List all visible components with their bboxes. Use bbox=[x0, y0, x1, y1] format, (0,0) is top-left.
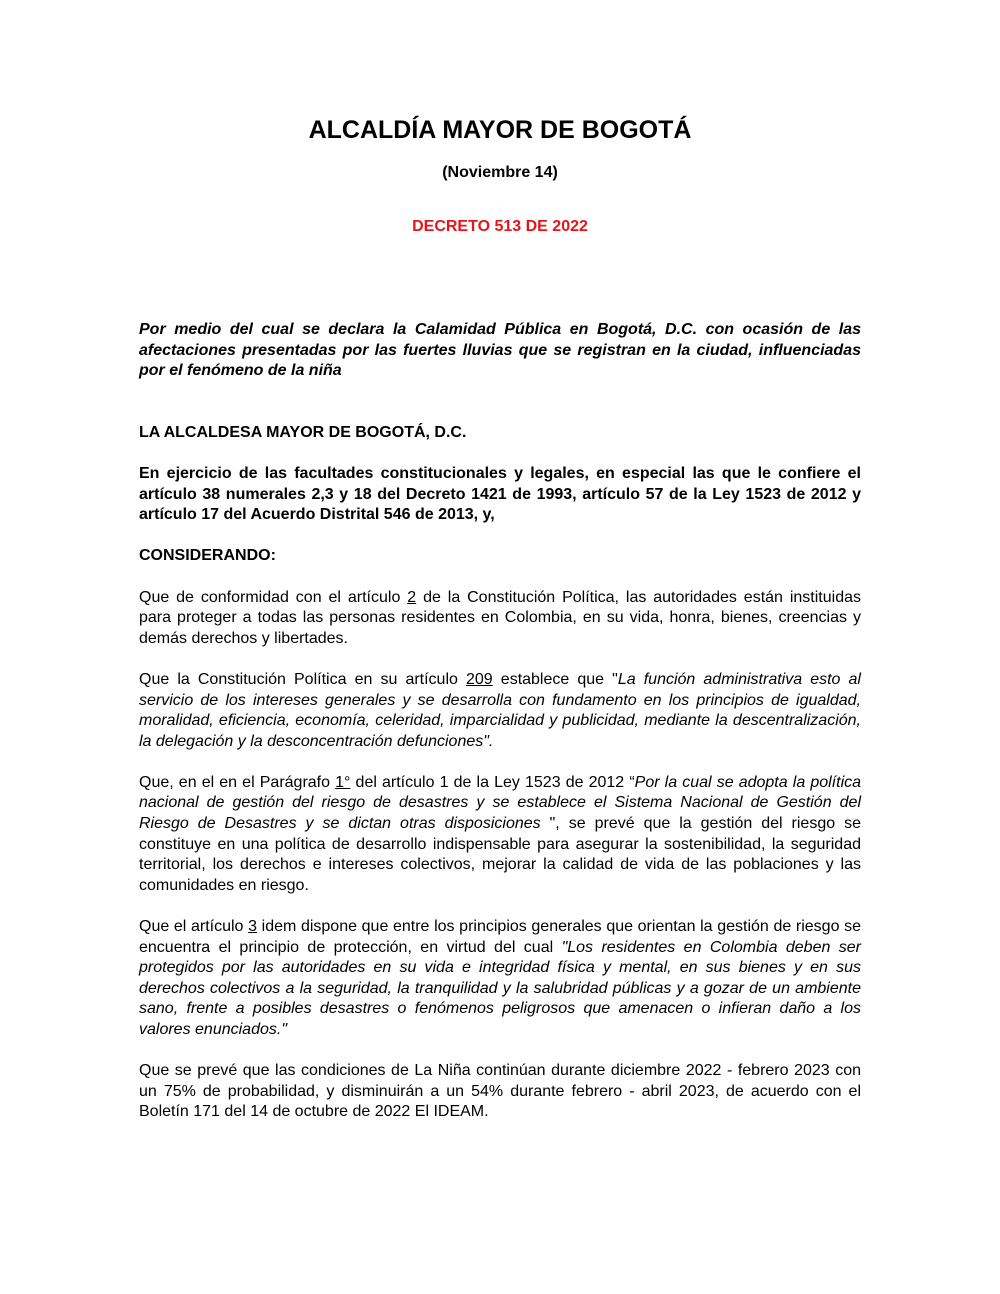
paragraph-text: Que, en el en el Parágrafo bbox=[139, 773, 336, 791]
faculties-paragraph: En ejercicio de las facultades constitucionales y legales, en especial las que le confiere el artículo 38 numerales 2,3 y 18 del Decreto 1421 de 1993, artículo 57 de la Ley 1523 de 2012 y artículo 17 del Acuerdo Distrital 546 de 2013, y, bbox=[139, 464, 861, 524]
quoted-text: Por la cual se adopta la política nacional de gestión del riesgo de desastres y se establece el Sistema Nacional de Gestión del Riesgo de Desastres y se dictan otras disposiciones bbox=[139, 773, 862, 833]
article-3-link[interactable]: 3 bbox=[248, 918, 257, 936]
quoted-text: "Los residentes en Colombia deben ser protegidos por las autoridades en su vida e integridad física y mental, en sus bienes y en sus derechos colectivos a la seguridad, la tranquilidad y la salubridad públicas y a gozar de un ambiente sano, frente a posibles desastres o fenómenos peligrosos que amenacen o infieran daño a los valores enunciados." bbox=[139, 938, 861, 1038]
considerando-heading: CONSIDERANDO: bbox=[139, 547, 276, 565]
quoted-text: La función administrativa esto al servicio de los intereses generales y se desarrolla con fundamento en los principios de igualdad, moralidad, eficiencia, economía, celeridad, imparcialidad y publicidad, mediante la descentralización, la delegación y la desconcentración defunciones". bbox=[139, 670, 861, 750]
paragraph-text: establece que " bbox=[492, 670, 618, 688]
considerando-paragraph-4 bbox=[139, 917, 861, 1041]
authority-heading: LA ALCALDESA MAYOR DE BOGOTÁ, D.C. bbox=[139, 423, 467, 441]
paragraph-text: Que el artículo bbox=[139, 918, 249, 936]
document-body bbox=[139, 320, 861, 1144]
decree-number: DECRETO 513 DE 2022 bbox=[412, 218, 588, 235]
paragraph-text: idem dispone que entre los principios generales que orientan la gestión de riesgo se encuentra el principio de protección, en virtud del cual bbox=[139, 918, 862, 956]
paragrafo-1-link[interactable]: 1° bbox=[335, 773, 351, 791]
considerando-paragraph-5: Que se prevé que las condiciones de La Niña continúan durante diciembre 2022 - febrero 2023 con un 75% de probabilidad, y disminuirán a un 54% durante febrero - abril 2023, de acuerdo con el Boletín 171 del 14 de octubre de 2022 El IDEAM. bbox=[139, 1062, 861, 1121]
paragraph-text: Que de conformidad con el artículo bbox=[139, 588, 408, 606]
decree-date: (Noviembre 14) bbox=[442, 164, 558, 181]
paragraph-text: Que la Constitución Política en su artículo bbox=[139, 670, 466, 688]
article-2-link[interactable]: 2 bbox=[407, 588, 417, 606]
paragraph-text: ", se prevé que la gestión del riesgo se constituye en una política de desarrollo indispensable para asegurar la sostenibilidad, la seguridad territorial, los derechos e intereses colectivos, mejorar la calidad de vida de las poblaciones y las comunidades en riesgo. bbox=[139, 815, 861, 894]
considerando-paragraph-2 bbox=[139, 670, 861, 752]
paragraph-text: del artículo 1 de la Ley 1523 de 2012 “ bbox=[350, 773, 635, 791]
considerando-paragraph-1 bbox=[139, 588, 861, 650]
decree-summary: Por medio del cual se declara la Calamidad Pública en Bogotá, D.C. con ocasión de las afectaciones presentadas por las fuertes lluvias que se registran en la ciudad, influenciadas por el fenómeno de la niña bbox=[139, 321, 861, 380]
considerando-paragraph-3 bbox=[139, 773, 861, 897]
paragraph-text: de la Constitución Política, las autoridades están instituidas para proteger a todas las personas residentes en Colombia, en su vida, honra, bienes, creencias y demás derechos y libertades. bbox=[139, 588, 861, 647]
document-title: ALCALDÍA MAYOR DE BOGOTÁ bbox=[308, 116, 692, 144]
article-209-link[interactable]: 209 bbox=[466, 670, 493, 688]
